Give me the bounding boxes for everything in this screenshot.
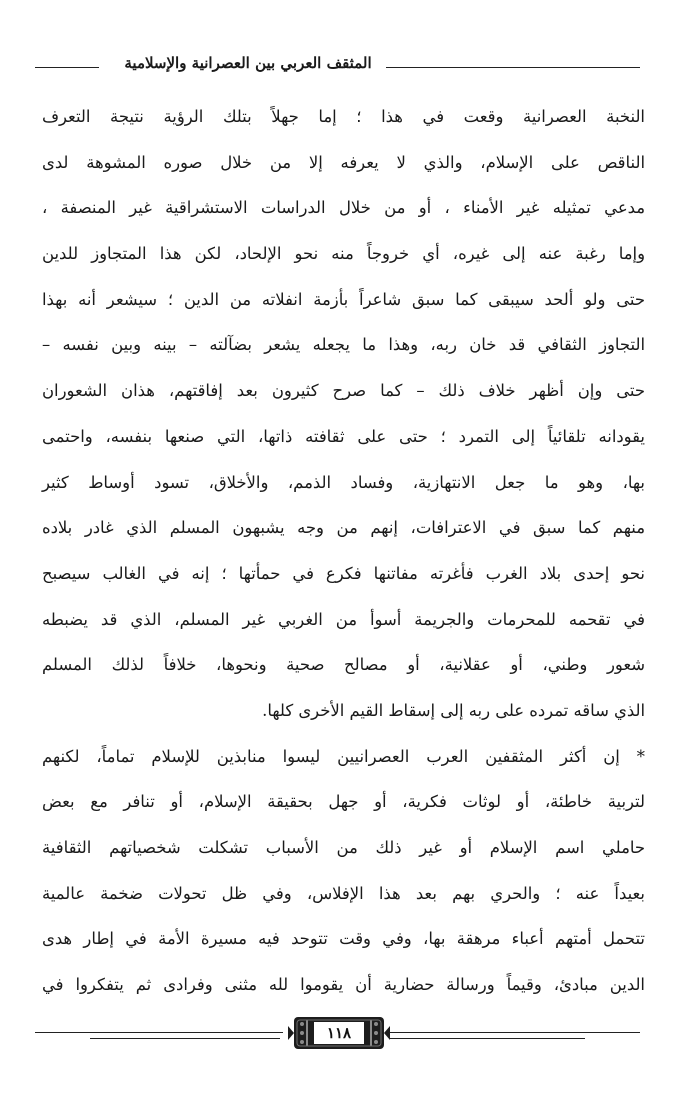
text-line: بعيداً عنه ؛ والحري بهم بعد هذا الإفلاس، وفي ظل تحولات ضخمة عالمية [42,883,645,903]
footer-rule-right-thin [390,1038,585,1039]
running-header [0,50,680,80]
text-line: منهم كما سبق في الاعترافات، إنهم من وجه يشبهون المسلم الذي غادر بلاده [42,518,645,538]
body-text [42,94,645,995]
page-number-ornament [288,1014,390,1052]
text-line: الناقص على الإسلام، والذي لا يعرفه إلا من خلال صوره المشوهة لدى [42,152,645,172]
text-line: التجاوز الثقافي قد خان ربه، وهذا ما يجعله يشعر بضآلته – بينه وبين نفسه – [42,335,645,355]
text-line: في تقحمه للمحرمات والجريمة أسوأ من الغربي غير المسلم، الذي قد يضبطه [42,609,645,629]
page-footer [0,1010,680,1056]
text-line: * إن أكثر المثقفين العرب العصرانيين ليسوا منابذين للإسلام تماماً، لكنهم [42,746,645,766]
footer-rule-left-thin [90,1038,280,1039]
text-line: حاملي اسم الإسلام أو غير ذلك من الأسباب تشكلت شخصياتهم الثقافية [42,838,645,857]
page-number: ١١٨ [314,1022,364,1044]
text-line: وإما رغبة عنه إلى غيره، أي خروجاً منه نحو الإلحاد، لكن هذا المتجاوز للدين [42,244,645,264]
text-line: الدين مبادئ، وقيماً ورسالة حضارية أن يقوموا لله مثنى وفرادى ثم يتفكروا في [42,975,645,995]
text-line: تتحمل أمتهم أعباء مرهقة بها، وفي وقت تتوحد فيه مسيرة الأمة في إطار هدى [42,929,645,949]
header-rule-left [35,67,99,68]
footer-rule-left [35,1032,283,1033]
header-title: المثقف العربي بين العصرانية والإسلامية [124,54,372,72]
text-line: مدعي تمثيله غير الأمناء ، أو من خلال الدراسات الاستشراقية غير المنصفة ، [42,198,645,218]
text-line: النخبة العصرانية وقعت في هذا ؛ إما جهلاً بتلك الرؤية نتيجة التعرف [42,107,645,126]
text-line: شعور وطني، أو عقلانية، أو مصالح صحية ونحوها، خلافاً لذلك المسلم [42,655,645,675]
text-line: حتى وإن أظهر خلاف ذلك – كما صرح كثيرون بعد إفاقتهم، هذان الشعوران [42,381,645,401]
paragraph-last-line: الذي ساقه تمرده على ربه إلى إسقاط القيم الأخرى كلها. [262,700,645,720]
text-line: حتى ولو ألحد سيبقى كما سبق شاعراً بأزمة انفلاته من الدين ؛ سيشعر أنه بهذا [42,289,645,309]
header-rule-right [386,67,640,68]
text-line: يقودانه تلقائياً إلى التمرد ؛ حتى على ثقافته ذاتها، التي صنعها بنفسه، واحتمى [42,426,645,446]
text-line: نحو إحدى بلاد الغرب فأغرته مفاتنها فكرع في حمأتها ؛ إنه في الغالب سيصبح [42,563,645,583]
text-line: بها، وهو ما جعل الانتهازية، وفساد الذمم، والأخلاق، تسود أوساط كثير [42,472,645,492]
footer-rule-right [388,1032,640,1033]
text-line: لتربية خاطئة، أو لوثات فكرية، أو جهل بحقيقة الإسلام، أو تنافر مع بعض [42,792,645,812]
